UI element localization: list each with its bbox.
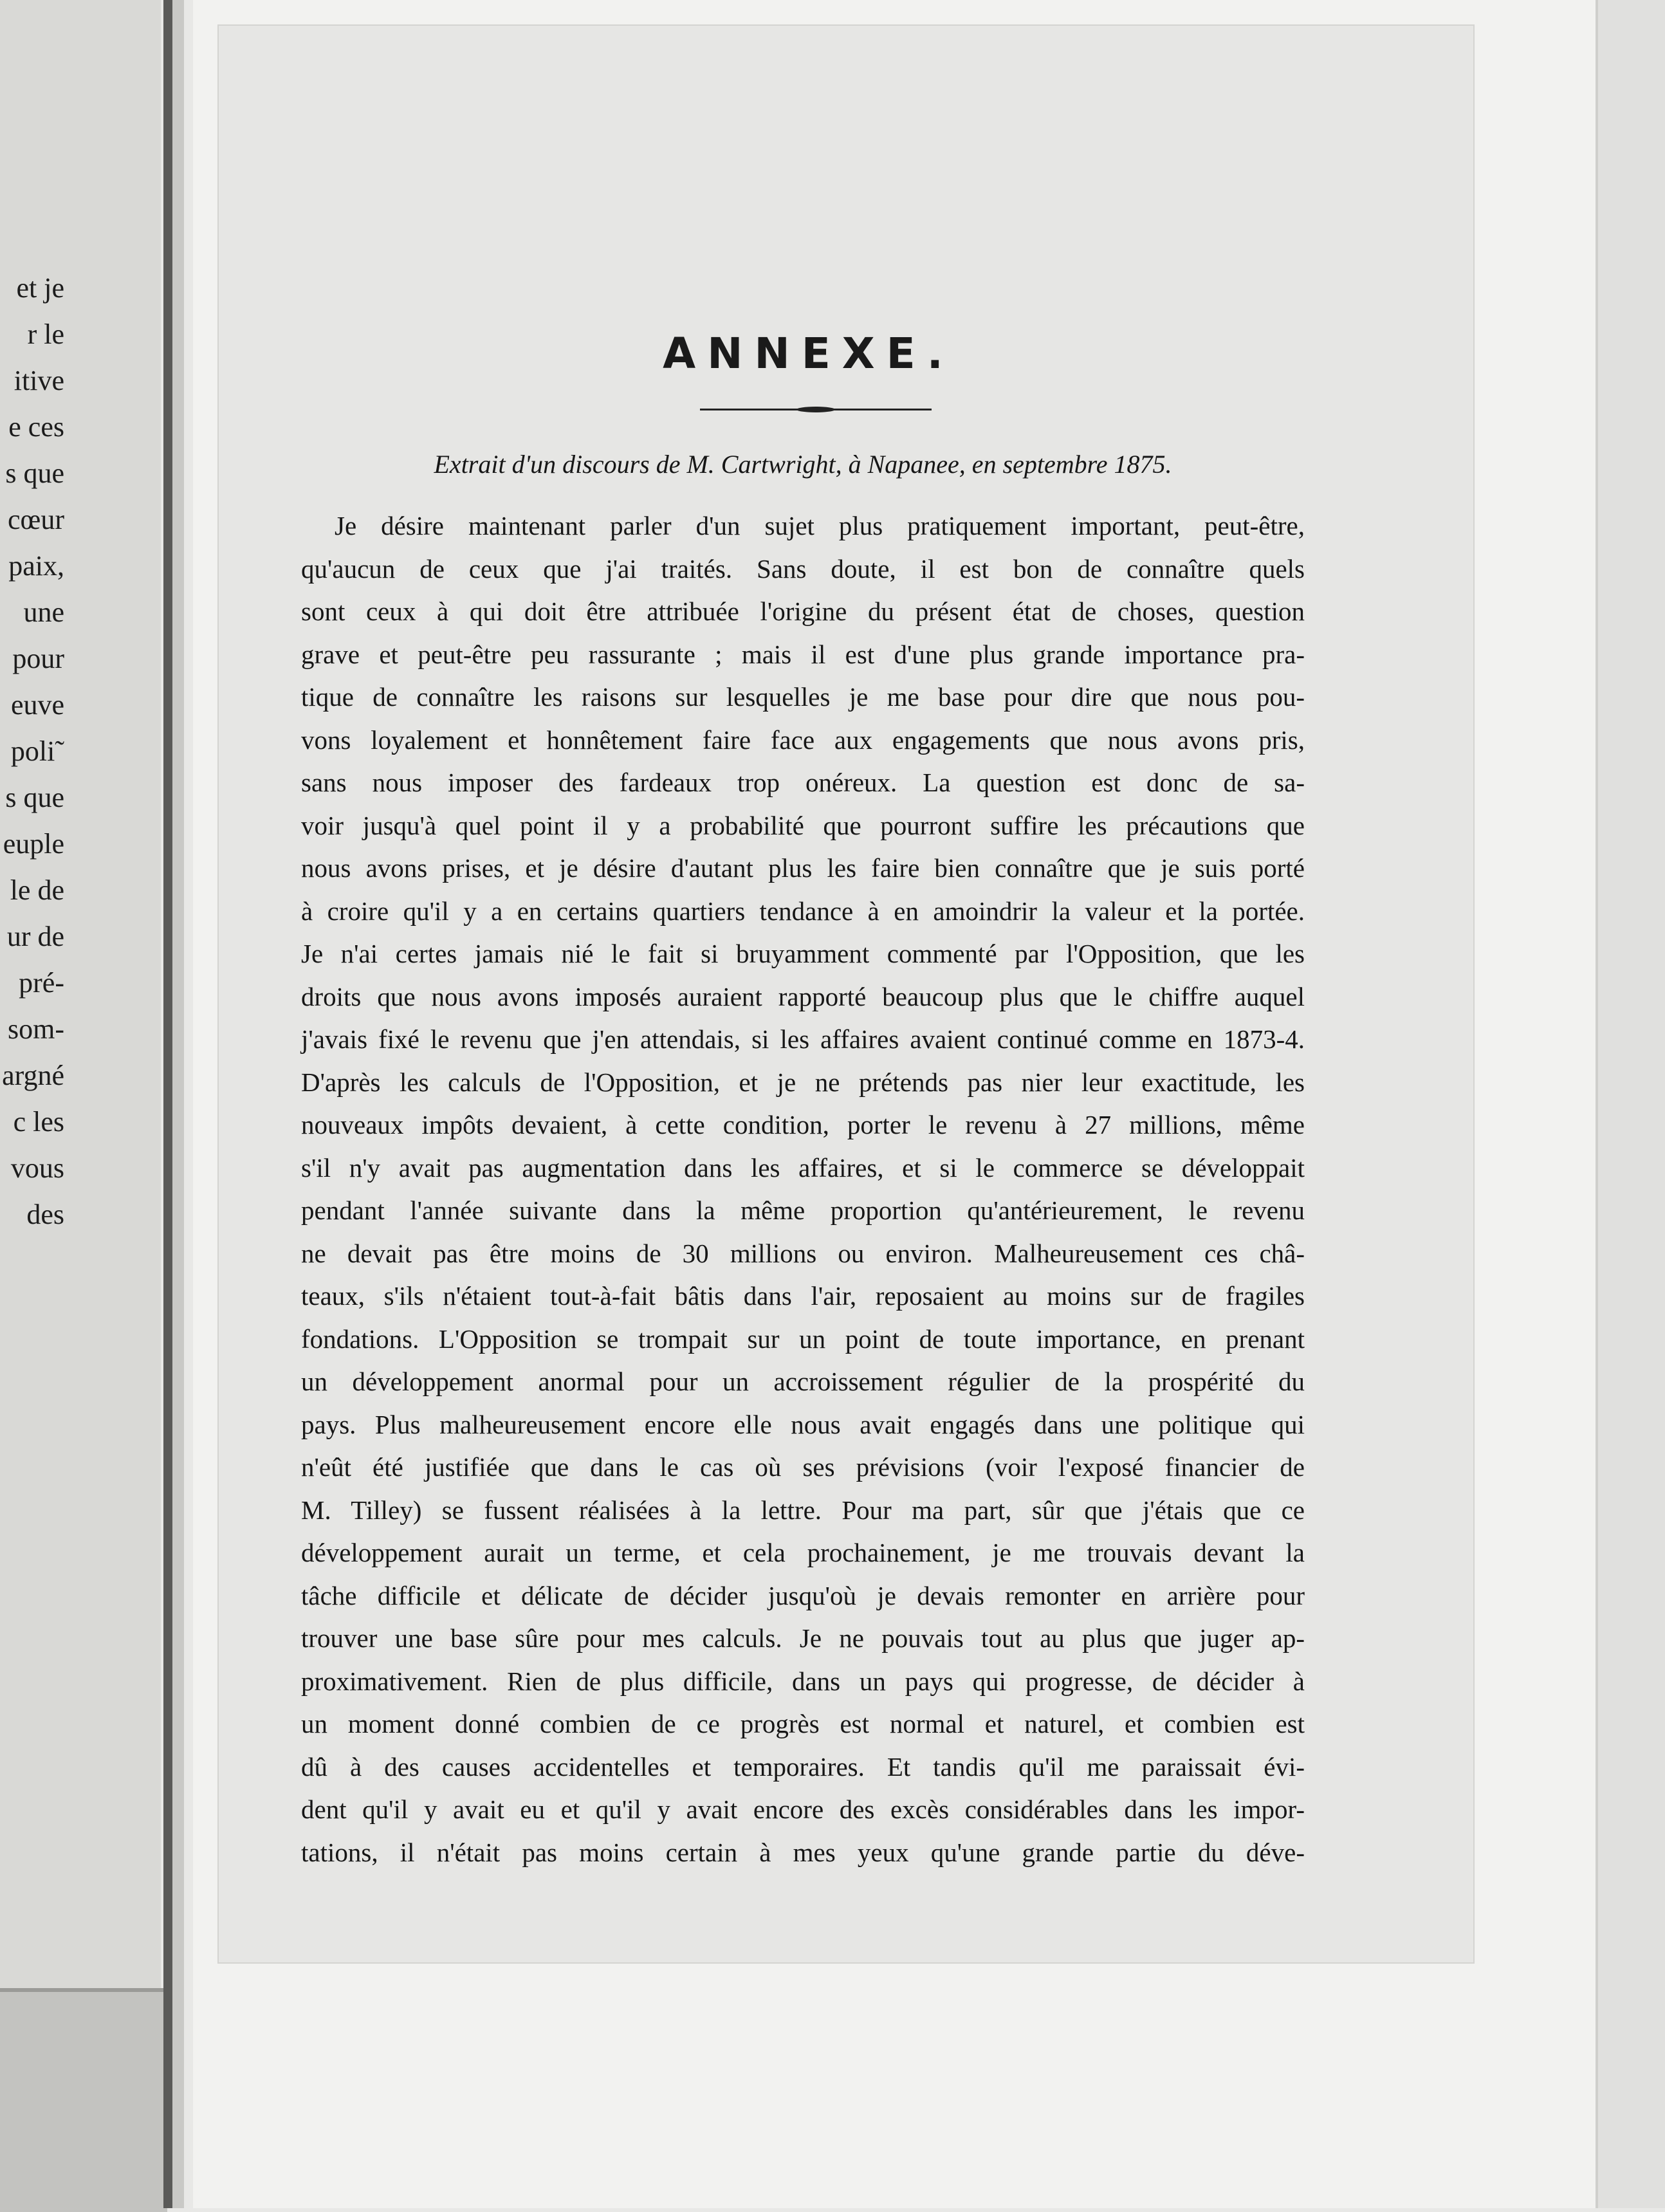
left-page-bottom-edge bbox=[0, 1988, 167, 2212]
body-line: nous avons prises, et je désire d'autant plus les faire bien connaître que je suis porté bbox=[301, 853, 1305, 883]
body-line: qu'aucun de ceux que j'ai traités. Sans doute, il est bon de connaître quels bbox=[301, 553, 1305, 584]
left-page-line: s que bbox=[5, 782, 64, 813]
left-page-line: euve bbox=[10, 689, 64, 721]
left-page-line: vous bbox=[10, 1152, 64, 1184]
body-text bbox=[301, 504, 1305, 1874]
body-line: teaux, s'ils n'étaient tout-à-fait bâtis dans l'air, reposaient au moins sur de fragiles bbox=[301, 1281, 1305, 1311]
body-line: Je désire maintenant parler d'un sujet plus pratiquement important, peut-être, bbox=[335, 511, 1305, 540]
body-line: D'après les calculs de l'Opposition, et je ne prétends pas nier leur exactitude, les bbox=[301, 1067, 1305, 1097]
body-line: pendant l'année suivante dans la même proportion qu'antérieurement, le revenu bbox=[301, 1195, 1305, 1225]
left-page-text bbox=[0, 265, 161, 1238]
body-line: voir jusqu'à quel point il y a probabilité que pourront suffire les précautions que bbox=[301, 810, 1305, 840]
body-line: dû à des causes accidentelles et temporaires. Et tandis qu'il me paraissait évi- bbox=[301, 1751, 1305, 1782]
body-line: nouveaux impôts devaient, à cette condition, porter le revenu à 27 millions, même bbox=[301, 1110, 1305, 1139]
body-line: un développement anormal pour un accroissement régulier de la prospérité du bbox=[301, 1367, 1305, 1396]
left-page-line: argné bbox=[2, 1060, 64, 1091]
right-page-edge bbox=[1596, 0, 1665, 2208]
left-page-line: une bbox=[23, 596, 64, 628]
body-line: un moment donné combien de ce progrès est normal et naturel, et combien est bbox=[301, 1709, 1305, 1738]
left-facing-page bbox=[0, 0, 161, 2208]
body-line: vons loyalement et honnêtement faire face aux engagements que nous avons pris, bbox=[301, 724, 1305, 755]
body-line: Je n'ai certes jamais nié le fait si bruyamment commenté par l'Opposition, que les bbox=[301, 939, 1305, 968]
body-line: sans nous imposer des fardeaux trop onéreux. La question est donc de sa- bbox=[301, 768, 1305, 797]
left-page-line: et je bbox=[16, 272, 64, 304]
body-line: j'avais fixé le revenu que j'en attendais, si les affaires avaient continué comme en 1873-4. bbox=[301, 1024, 1305, 1054]
left-page-line: r le bbox=[27, 318, 64, 350]
body-line: fondations. L'Opposition se trompait sur un point de toute importance, en prenant bbox=[301, 1323, 1305, 1354]
book-gutter-edge bbox=[172, 0, 184, 2208]
left-page-line: des bbox=[26, 1199, 64, 1230]
body-line: grave et peut-être peu rassurante ; mais il est d'une plus grande importance pra- bbox=[301, 639, 1305, 669]
body-line: ne devait pas être moins de 30 millions ou environ. Malheureusement ces châ- bbox=[301, 1238, 1305, 1268]
left-page-line: paix, bbox=[8, 550, 64, 582]
left-page-line: euple bbox=[3, 828, 64, 860]
body-line: proximativement. Rien de plus difficile, dans un pays qui progresse, de décider à bbox=[301, 1666, 1305, 1696]
document-content bbox=[301, 328, 1305, 1874]
left-page-line: ur de bbox=[6, 921, 64, 952]
left-page-line: e ces bbox=[8, 411, 64, 443]
body-line: tique de connaître les raisons sur lesquelles je me base pour dire que nous pou- bbox=[301, 682, 1305, 712]
page-title: ANNEXE. bbox=[663, 329, 955, 378]
book-gutter bbox=[163, 0, 172, 2208]
page-subtitle: Extrait d'un discours de M. Cartwright, à Napanee, en septembre 1875. bbox=[434, 450, 1172, 479]
left-page-line: cœur bbox=[8, 504, 64, 535]
left-page-line: c les bbox=[13, 1106, 64, 1138]
left-page-line: som- bbox=[8, 1013, 64, 1045]
body-line: s'il n'y avait pas augmentation dans les affaires, et si le commerce se développait bbox=[301, 1152, 1305, 1183]
title-ornament-rule bbox=[700, 407, 932, 412]
body-line: M. Tilley) se fussent réalisées à la lettre. Pour ma part, sûr que j'étais que ce bbox=[301, 1495, 1305, 1525]
body-line: pays. Plus malheureusement encore elle nous avait engagés dans une politique qui bbox=[301, 1409, 1305, 1439]
body-line: tâche difficile et délicate de décider jusqu'où je devais remonter en arrière pour bbox=[301, 1580, 1305, 1610]
left-page-line: le de bbox=[10, 874, 64, 906]
left-page-line: s que bbox=[5, 457, 64, 489]
left-page-line: itive bbox=[14, 365, 64, 396]
left-page-line: pré- bbox=[19, 967, 64, 999]
body-line: à croire qu'il y a en certains quartiers tendance à en amoindrir la valeur et la portée. bbox=[301, 896, 1305, 926]
body-line: dent qu'il y avait eu et qu'il y avait encore des excès considérables dans les impor- bbox=[301, 1794, 1305, 1824]
body-line: n'eût été justifiée que dans le cas où ses prévisions (voir l'exposé financier de bbox=[301, 1452, 1305, 1482]
body-line: développement aurait un terme, et cela prochainement, je me trouvais devant la bbox=[301, 1538, 1305, 1567]
body-line: tations, il n'était pas moins certain à mes yeux qu'une grande partie du déve- bbox=[301, 1837, 1305, 1867]
body-line: droits que nous avons imposés auraient rapporté beaucoup plus que le chiffre auquel bbox=[301, 981, 1305, 1011]
body-line: trouver une base sûre pour mes calculs. Je ne pouvais tout au plus que juger ap- bbox=[301, 1623, 1305, 1653]
left-page-line: poli˜ bbox=[10, 735, 64, 767]
left-page-line: pour bbox=[12, 643, 64, 674]
body-line: sont ceux à qui doit être attribuée l'origine du présent état de choses, question bbox=[301, 596, 1305, 626]
